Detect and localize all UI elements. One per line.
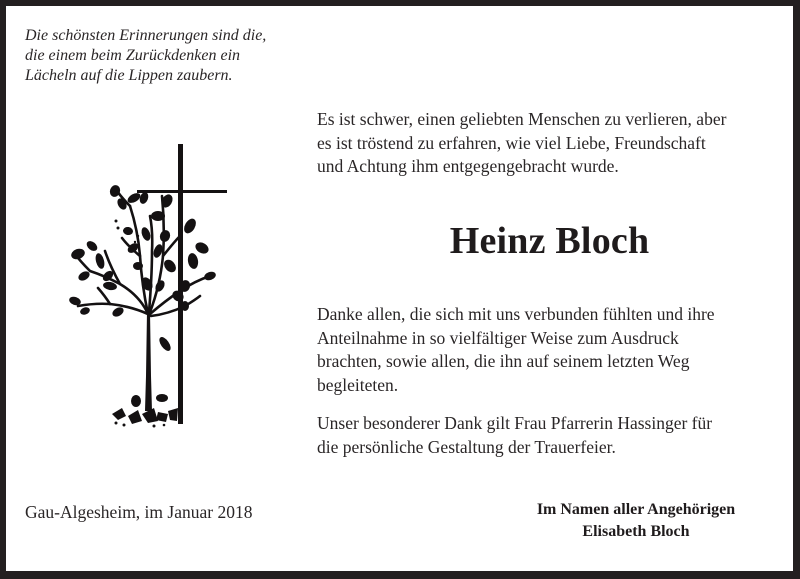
thanks-line: Danke allen, die sich mit uns verbunden fühlten und ihre	[317, 304, 715, 324]
tree-and-cross-icon	[50, 136, 240, 436]
thanks-paragraph	[317, 303, 715, 397]
special-thanks-line: Unser besonderer Dank gilt Frau Pfarrerin Hassinger für	[317, 413, 713, 433]
thanks-line: begleiteten.	[317, 374, 399, 395]
quote-line: Lächeln auf die Lippen zaubern.	[25, 67, 233, 84]
quote-line: die einem beim Zurückdenken ein	[25, 47, 241, 64]
thanks-line: brachten, sowie allen, die ihn auf seinem letzten Weg	[317, 351, 690, 371]
intro-line: es ist tröstend zu erfahren, wie viel Liebe, Freundschaft	[317, 132, 706, 153]
special-thanks-line: die persönliche Gestaltung der Trauerfeier.	[317, 436, 616, 457]
intro-paragraph	[317, 108, 726, 179]
obituary-notice	[6, 6, 793, 571]
intro-line: und Achtung ihm entgegengebracht wurde.	[317, 156, 619, 176]
place-and-date: Gau-Algesheim, im Januar 2018	[25, 502, 253, 522]
signature-name: Elisabeth Bloch	[582, 523, 690, 540]
thanks-line: Anteilnahme in so vielfältiger Weise zum Ausdruck	[317, 327, 679, 348]
deceased-name: Heinz Bloch	[449, 220, 650, 262]
intro-line: Es ist schwer, einen geliebten Menschen zu verlieren, aber	[317, 109, 727, 129]
signature-block	[486, 499, 786, 543]
signature-line: Im Namen aller Angehörigen	[536, 501, 736, 518]
quote-line: Die schönsten Erinnerungen sind die,	[25, 27, 267, 44]
special-thanks-paragraph	[317, 412, 712, 459]
memorial-quote	[25, 26, 266, 86]
